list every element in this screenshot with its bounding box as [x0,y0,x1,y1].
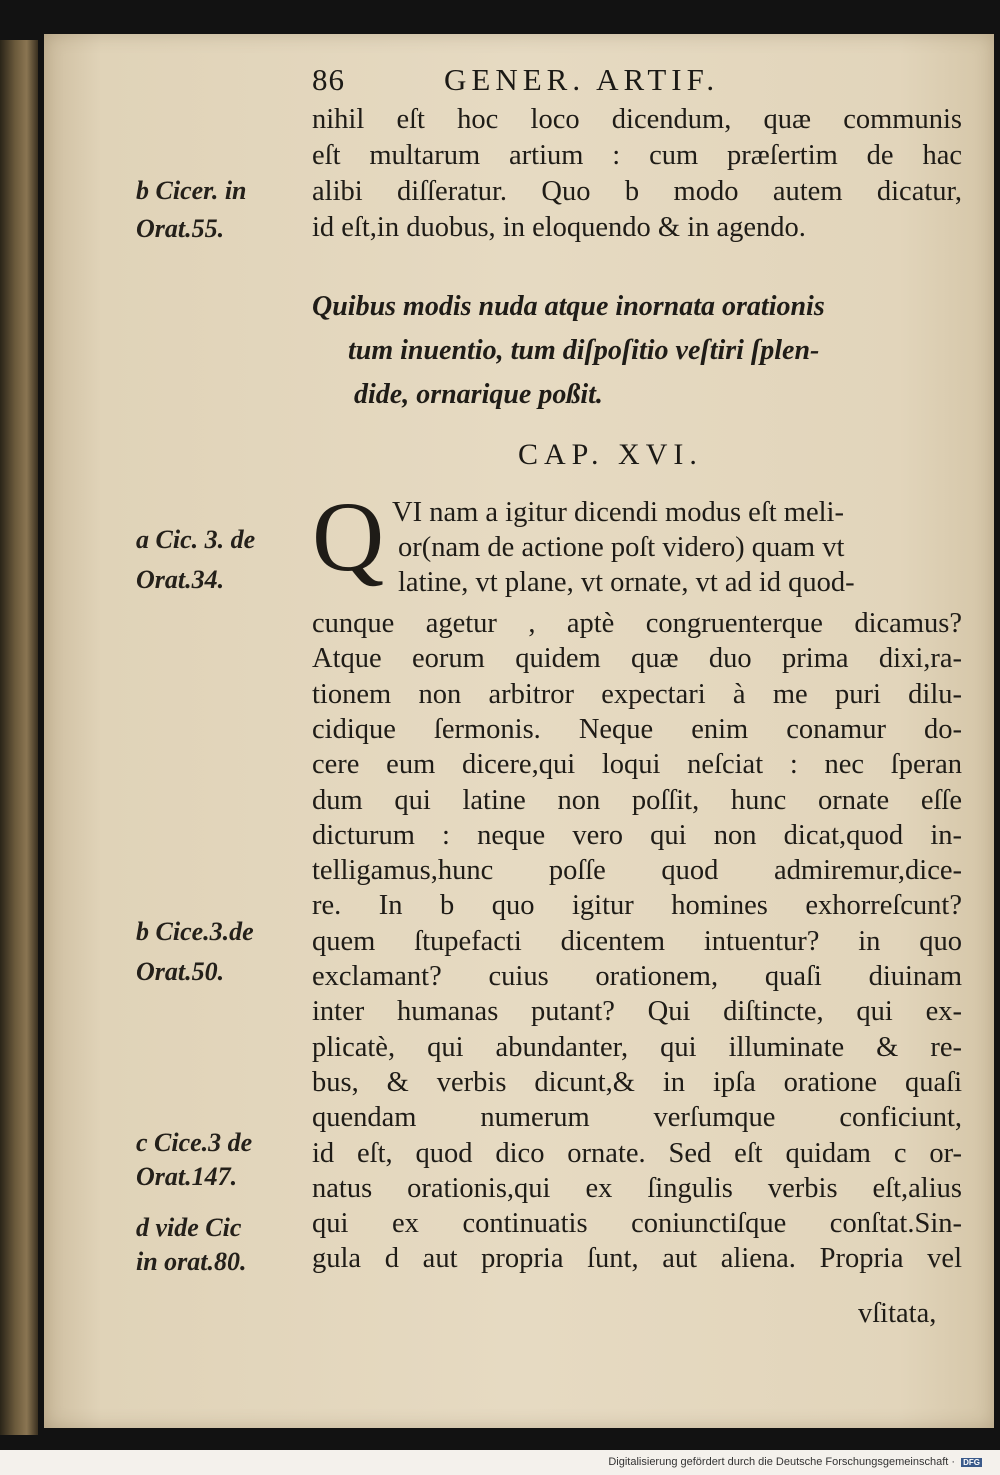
book-spine-edge [0,40,38,1435]
text-line: nihil eſt hoc loco dicendum, quæ communis [312,104,962,135]
running-title: GENER. ARTIF. [444,62,720,97]
text-line: bus, & verbis dicunt,& in ipſa oratione quaſi [312,1066,962,1098]
text-line: cere eum dicere,qui loqui neſciat : nec ſperan [312,749,962,781]
text-line: eſt multarum artium : cum præſertim de hac [312,140,962,171]
text-line: or(nam de actione poſt videro) quam vt [398,532,845,563]
margin-note-line: c Cice.3 de [136,1128,253,1157]
margin-note [136,176,306,244]
text-line: VI nam a igitur dicendi modus eſt meli- [392,497,844,528]
text-line: id eſt,in duobus, in eloquendo & in agendo. [312,212,806,243]
text-line: inter humanas putant? Qui diſtincte, qui ex- [312,996,962,1028]
margin-note-line: Orat.34. [136,565,225,594]
text-line: cunque agetur , aptè congruenterque dicamus? [312,608,962,639]
margin-note-line: in orat.80. [136,1247,247,1276]
margin-note-line: Orat.147. [136,1162,238,1191]
text-line: cidique ſermonis. Neque enim conamur do- [312,713,962,745]
running-head [312,62,952,102]
margin-note [136,917,306,987]
text-line: tionem non arbitror expectari à me puri dilu- [312,678,962,710]
text-line: re. In b quo igitur homines exhorreſcunt? [312,890,962,922]
dfg-logo-icon: DFG [963,1457,980,1467]
text-line: Atque eorum quidem quæ duo prima dixi,ra- [312,643,962,675]
footer-text: Digitalisierung gefördert durch die Deutsche Forschungsgemeinschaft · [608,1456,956,1468]
text-line: quem ſtupefacti dicentem intuentur? in quo [312,925,962,957]
text-line: plicatè, qui abundanter, qui illuminate & re- [312,1031,962,1063]
text-line: quendam numerum verſumque conficiunt, [312,1102,962,1134]
text-line: qui ex continuatis coniunctiſque conſtat.Sin- [312,1208,962,1240]
chapter-label: CAP. XVI. [518,438,703,471]
margin-note [136,1213,306,1277]
heading-line: tum inuentio, tum diſpoſitio veſtiri ſplen- [348,335,820,366]
margin-note [136,525,306,595]
text-line: latine, vt plane, vt ornate, vt ad id quod- [398,567,855,598]
text-line: dum qui latine non poſſit, hunc ornate eſſe [312,784,962,816]
margin-note-line: d vide Cic [136,1213,242,1242]
catchword: vſitata, [858,1298,937,1329]
heading-line: Quibus modis nuda atque inornata orationis [312,291,825,322]
text-line: natus orationis,qui ex ſingulis verbis eſt,alius [312,1172,962,1204]
text-line: id eſt, quod dico ornate. Sed eſt quidam c or- [312,1137,962,1169]
text-line: dicturum : neque vero qui non dicat,quod in- [312,819,962,851]
margin-note [136,1128,306,1192]
margin-note-line: b Cicer. in [136,176,247,205]
text-line: gula d aut propria ſunt, aut aliena. Propria vel [312,1243,962,1275]
drop-cap: Q [312,481,385,592]
text-line: telligamus,hunc poſſe quod admiremur,dice- [312,855,962,887]
digitization-footer [608,1456,982,1468]
heading-line: dide, ornarique poßit. [354,379,603,410]
margin-note-line: Orat.55. [136,214,225,243]
margin-note-line: Orat.50. [136,957,225,986]
text-line: exclamant? cuius orationem, quaſi diuinam [312,961,962,992]
page-number: 86 [312,62,345,97]
margin-note-line: b Cice.3.de [136,917,254,946]
text-line: alibi diſſeratur. Quo b modo autem dicatur, [312,176,962,207]
margin-note-line: a Cic. 3. de [136,525,256,554]
